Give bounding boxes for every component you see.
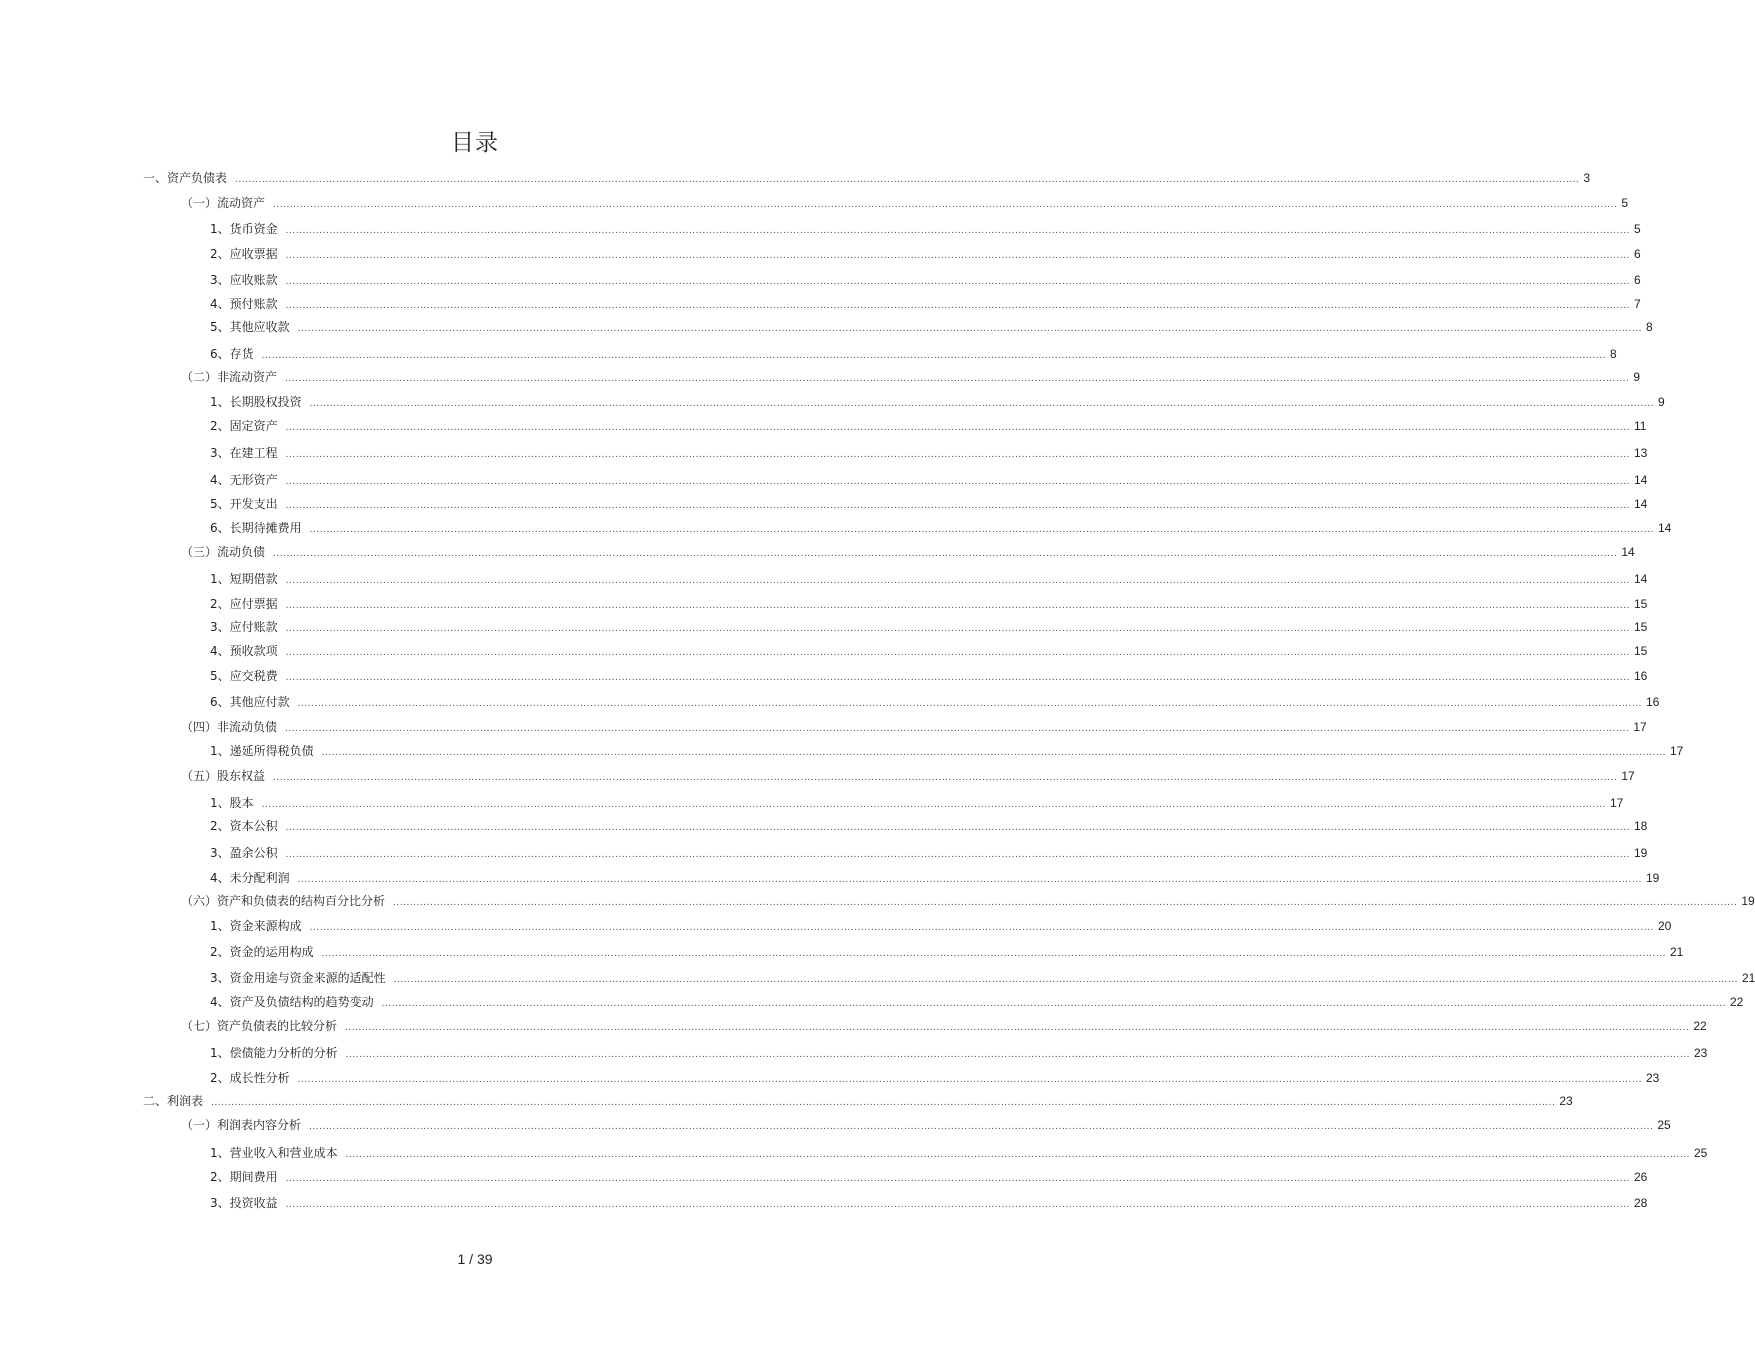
toc-dot-leader: ................................................................................................................................................................................................................................................................................................................................................................................................................ xyxy=(297,699,1642,709)
toc-entry-label: 5、其他应收款 xyxy=(210,320,290,334)
toc-entry-page: 22 xyxy=(1729,995,1744,1009)
toc-entry[interactable] xyxy=(210,1195,1648,1211)
toc-entry-label: 3、盈余公积 xyxy=(210,846,278,860)
toc-entry-label: 4、资产及负债结构的趋势变动 xyxy=(210,995,374,1009)
toc-dot-leader: ................................................................................................................................................................................................................................................................................................................................................................................................................ xyxy=(285,673,1630,683)
toc-dot-leader: ................................................................................................................................................................................................................................................................................................................................................................................................................ xyxy=(345,1050,1690,1060)
toc-entry[interactable] xyxy=(210,743,1684,759)
toc-dot-leader: ................................................................................................................................................................................................................................................................................................................................................................................................................ xyxy=(393,975,1738,985)
toc-entry-page: 19 xyxy=(1633,846,1648,860)
toc-entry-page: 17 xyxy=(1633,720,1647,734)
toc-dot-leader: ................................................................................................................................................................................................................................................................................................................................................................................................................ xyxy=(309,399,1654,409)
toc-dot-leader: ................................................................................................................................................................................................................................................................................................................................................................................................................ xyxy=(321,748,1666,758)
toc-entry[interactable] xyxy=(181,544,1635,560)
toc-entry[interactable] xyxy=(210,272,1641,288)
toc-dot-leader: ................................................................................................................................................................................................................................................................................................................................................................................................................ xyxy=(235,175,1580,185)
toc-entry[interactable] xyxy=(210,870,1660,886)
toc-entry-label: 2、应付票据 xyxy=(210,597,278,611)
toc-dot-leader: ................................................................................................................................................................................................................................................................................................................................................................................................................ xyxy=(285,501,1630,511)
toc-entry-page: 17 xyxy=(1621,769,1635,783)
toc-dot-leader: ................................................................................................................................................................................................................................................................................................................................................................................................................ xyxy=(285,450,1630,460)
toc-entry-page: 20 xyxy=(1657,919,1672,933)
toc-entry-page: 7 xyxy=(1633,297,1641,311)
toc-entry-label: 5、开发支出 xyxy=(210,497,278,511)
toc-entry[interactable] xyxy=(210,694,1660,710)
toc-dot-leader: ................................................................................................................................................................................................................................................................................................................................................................................................................ xyxy=(345,1150,1690,1160)
toc-entry[interactable] xyxy=(210,571,1648,587)
toc-entry-page: 16 xyxy=(1645,695,1660,709)
toc-entry-label: 6、存货 xyxy=(210,347,254,361)
toc-entry[interactable] xyxy=(210,795,1624,811)
toc-dot-leader: ................................................................................................................................................................................................................................................................................................................................................................................................................ xyxy=(273,549,1618,559)
toc-entry-page: 14 xyxy=(1657,521,1672,535)
toc-entry-label: 2、期间费用 xyxy=(210,1170,278,1184)
toc-entry-page: 23 xyxy=(1559,1094,1573,1108)
toc-entry-page: 5 xyxy=(1621,196,1629,210)
toc-dot-leader: ................................................................................................................................................................................................................................................................................................................................................................................................................ xyxy=(309,525,1654,535)
toc-entry-page: 13 xyxy=(1633,446,1648,460)
toc-entry[interactable] xyxy=(181,1018,1707,1034)
toc-entry-page: 14 xyxy=(1621,545,1635,559)
toc-dot-leader: ................................................................................................................................................................................................................................................................................................................................................................................................................ xyxy=(273,200,1618,210)
toc-entry[interactable] xyxy=(181,719,1647,735)
toc-dot-leader: ................................................................................................................................................................................................................................................................................................................................................................................................................ xyxy=(297,1075,1642,1085)
toc-entry-label: 5、应交税费 xyxy=(210,669,278,683)
toc-entry-page: 22 xyxy=(1693,1019,1707,1033)
toc-entry[interactable] xyxy=(210,944,1684,960)
toc-entry-label: （三）流动负债 xyxy=(181,545,266,559)
toc-entry-page: 11 xyxy=(1633,419,1647,433)
toc-entry-page: 6 xyxy=(1633,247,1641,261)
toc-dot-leader: ................................................................................................................................................................................................................................................................................................................................................................................................................ xyxy=(285,423,1630,433)
toc-entry-label: （六）资产和负债表的结构百分比分析 xyxy=(181,894,386,908)
toc-entry[interactable] xyxy=(210,394,1665,410)
toc-entry-page: 17 xyxy=(1609,796,1624,810)
toc-entry-page: 19 xyxy=(1645,871,1660,885)
toc-entry[interactable] xyxy=(210,296,1641,312)
toc-entry[interactable] xyxy=(210,418,1647,434)
toc-dot-leader: ................................................................................................................................................................................................................................................................................................................................................................................................................ xyxy=(297,324,1642,334)
toc-entry-page: 26 xyxy=(1633,1170,1648,1184)
toc-entry-label: 4、预付账款 xyxy=(210,297,278,311)
toc-entry-page: 17 xyxy=(1669,744,1684,758)
toc-entry[interactable] xyxy=(210,1169,1648,1185)
toc-entry-page: 19 xyxy=(1741,894,1755,908)
toc-entry[interactable] xyxy=(181,768,1635,784)
toc-entry-label: 1、短期借款 xyxy=(210,572,278,586)
toc-entry[interactable] xyxy=(143,1093,1573,1109)
toc-entry[interactable] xyxy=(210,994,1744,1010)
toc-entry[interactable] xyxy=(210,668,1648,684)
toc-entry-page: 21 xyxy=(1741,971,1755,985)
toc-entry-page: 15 xyxy=(1633,597,1648,611)
toc-entry[interactable] xyxy=(210,445,1648,461)
toc-dot-leader: ................................................................................................................................................................................................................................................................................................................................................................................................................ xyxy=(309,923,1654,933)
toc-entry[interactable] xyxy=(210,221,1641,237)
toc-entry[interactable] xyxy=(210,346,1617,362)
toc-dot-leader: ................................................................................................................................................................................................................................................................................................................................................................................................................ xyxy=(309,1122,1654,1132)
toc-entry[interactable] xyxy=(210,970,1755,986)
toc-entry[interactable] xyxy=(210,596,1648,612)
toc-entry-page: 15 xyxy=(1633,620,1648,634)
toc-entry-page: 14 xyxy=(1633,473,1648,487)
toc-entry-page: 25 xyxy=(1657,1118,1671,1132)
page-title: 目录 xyxy=(451,130,499,156)
toc-dot-leader: ................................................................................................................................................................................................................................................................................................................................................................................................................ xyxy=(261,800,1606,810)
toc-entry[interactable] xyxy=(210,1045,1708,1061)
toc-entry-label: 2、资金的运用构成 xyxy=(210,945,314,959)
toc-entry-label: 1、递延所得税负债 xyxy=(210,744,314,758)
toc-dot-leader: ................................................................................................................................................................................................................................................................................................................................................................................................................ xyxy=(285,477,1630,487)
toc-entry[interactable] xyxy=(181,1117,1671,1133)
toc-entry[interactable] xyxy=(210,1070,1660,1086)
toc-entry[interactable] xyxy=(210,643,1648,659)
toc-dot-leader: ................................................................................................................................................................................................................................................................................................................................................................................................................ xyxy=(285,251,1630,261)
toc-entry-label: 1、资金来源构成 xyxy=(210,919,302,933)
toc-entry[interactable] xyxy=(210,319,1653,335)
toc-entry[interactable] xyxy=(210,845,1648,861)
toc-entry-label: （二）非流动资产 xyxy=(181,370,278,384)
toc-entry-page: 15 xyxy=(1633,644,1648,658)
toc-entry[interactable] xyxy=(210,246,1641,262)
toc-entry[interactable] xyxy=(210,472,1648,488)
toc-dot-leader: ................................................................................................................................................................................................................................................................................................................................................................................................................ xyxy=(285,374,1630,384)
toc-entry-label: 一、资产负债表 xyxy=(143,171,228,185)
toc-dot-leader: ................................................................................................................................................................................................................................................................................................................................................................................................................ xyxy=(285,226,1630,236)
toc-dot-leader: ................................................................................................................................................................................................................................................................................................................................................................................................................ xyxy=(285,576,1630,586)
toc-entry-page: 5 xyxy=(1633,222,1641,236)
toc-entry[interactable] xyxy=(210,496,1648,512)
toc-entry-label: 1、货币资金 xyxy=(210,222,278,236)
toc-entry-label: 1、营业收入和营业成本 xyxy=(210,1146,338,1160)
toc-entry-label: 4、未分配利润 xyxy=(210,871,290,885)
toc-entry-label: 6、长期待摊费用 xyxy=(210,521,302,535)
toc-entry-label: 1、长期股权投资 xyxy=(210,395,302,409)
toc-dot-leader: ................................................................................................................................................................................................................................................................................................................................................................................................................ xyxy=(211,1098,1556,1108)
toc-entry-label: 4、预收款项 xyxy=(210,644,278,658)
toc-entry[interactable] xyxy=(210,619,1648,635)
toc-entry-page: 6 xyxy=(1633,273,1641,287)
toc-dot-leader: ................................................................................................................................................................................................................................................................................................................................................................................................................ xyxy=(285,624,1630,634)
toc-dot-leader: ................................................................................................................................................................................................................................................................................................................................................................................................................ xyxy=(285,277,1630,287)
toc-entry-label: 二、利润表 xyxy=(143,1094,204,1108)
toc-entry-page: 16 xyxy=(1633,669,1648,683)
toc-dot-leader: ................................................................................................................................................................................................................................................................................................................................................................................................................ xyxy=(285,301,1630,311)
toc-entry-page: 28 xyxy=(1633,1196,1648,1210)
toc-entry-page: 23 xyxy=(1693,1046,1708,1060)
toc-entry-page: 23 xyxy=(1645,1071,1660,1085)
toc-entry-label: 2、固定资产 xyxy=(210,419,278,433)
toc-dot-leader: ................................................................................................................................................................................................................................................................................................................................................................................................................ xyxy=(393,898,1738,908)
toc-entry[interactable] xyxy=(210,1145,1708,1161)
toc-entry-label: 3、资金用途与资金来源的适配性 xyxy=(210,971,386,985)
toc-entry[interactable] xyxy=(143,170,1591,186)
toc-entry[interactable] xyxy=(210,520,1672,536)
toc-dot-leader: ................................................................................................................................................................................................................................................................................................................................................................................................................ xyxy=(297,875,1642,885)
toc-entry-label: 2、资本公积 xyxy=(210,819,278,833)
toc-entry-page: 14 xyxy=(1633,572,1648,586)
toc-entry-page: 21 xyxy=(1669,945,1684,959)
toc-entry-page: 25 xyxy=(1693,1146,1708,1160)
toc-entry[interactable] xyxy=(210,818,1648,834)
toc-entry[interactable] xyxy=(210,918,1672,934)
toc-entry-label: 6、其他应付款 xyxy=(210,695,290,709)
toc-entry-label: 3、应收账款 xyxy=(210,273,278,287)
toc-entry-page: 14 xyxy=(1633,497,1648,511)
toc-dot-leader: ................................................................................................................................................................................................................................................................................................................................................................................................................ xyxy=(273,773,1618,783)
toc-dot-leader: ................................................................................................................................................................................................................................................................................................................................................................................................................ xyxy=(285,1200,1630,1210)
toc-entry-label: 2、应收票据 xyxy=(210,247,278,261)
toc-entry-label: 1、股本 xyxy=(210,796,254,810)
page-indicator: 1 / 39 xyxy=(457,1251,493,1267)
toc-dot-leader: ................................................................................................................................................................................................................................................................................................................................................................................................................ xyxy=(285,850,1630,860)
toc-entry-page: 9 xyxy=(1633,370,1641,384)
toc-entry-label: （一）利润表内容分析 xyxy=(181,1118,302,1132)
toc-dot-leader: ................................................................................................................................................................................................................................................................................................................................................................................................................ xyxy=(321,949,1666,959)
toc-entry-label: （一）流动资产 xyxy=(181,196,266,210)
toc-dot-leader: ................................................................................................................................................................................................................................................................................................................................................................................................................ xyxy=(285,648,1630,658)
toc-entry[interactable] xyxy=(181,893,1755,909)
toc-entry-label: 4、无形资产 xyxy=(210,473,278,487)
toc-entry[interactable] xyxy=(181,195,1629,211)
toc-dot-leader: ................................................................................................................................................................................................................................................................................................................................................................................................................ xyxy=(381,999,1726,1009)
toc-dot-leader: ................................................................................................................................................................................................................................................................................................................................................................................................................ xyxy=(261,351,1606,361)
toc-dot-leader: ................................................................................................................................................................................................................................................................................................................................................................................................................ xyxy=(285,823,1630,833)
toc-entry-label: （四）非流动负债 xyxy=(181,720,278,734)
toc-entry-label: 3、应付账款 xyxy=(210,620,278,634)
toc-entry-page: 18 xyxy=(1633,819,1648,833)
toc-entry-label: （七）资产负债表的比较分析 xyxy=(181,1019,338,1033)
toc-entry-label: 3、在建工程 xyxy=(210,446,278,460)
toc-dot-leader: ................................................................................................................................................................................................................................................................................................................................................................................................................ xyxy=(345,1023,1690,1033)
toc-dot-leader: ................................................................................................................................................................................................................................................................................................................................................................................................................ xyxy=(285,724,1630,734)
toc-entry-page: 9 xyxy=(1657,395,1665,409)
toc-entry-page: 8 xyxy=(1645,320,1653,334)
toc-entry-label: （五）股东权益 xyxy=(181,769,266,783)
toc-entry-label: 1、偿债能力分析的分析 xyxy=(210,1046,338,1060)
toc-entry-page: 3 xyxy=(1583,171,1591,185)
toc-dot-leader: ................................................................................................................................................................................................................................................................................................................................................................................................................ xyxy=(285,601,1630,611)
toc-dot-leader: ................................................................................................................................................................................................................................................................................................................................................................................................................ xyxy=(285,1174,1630,1184)
toc-entry-label: 3、投资收益 xyxy=(210,1196,278,1210)
toc-entry[interactable] xyxy=(181,369,1641,385)
toc-entry-label: 2、成长性分析 xyxy=(210,1071,290,1085)
toc-entry-page: 8 xyxy=(1609,347,1617,361)
